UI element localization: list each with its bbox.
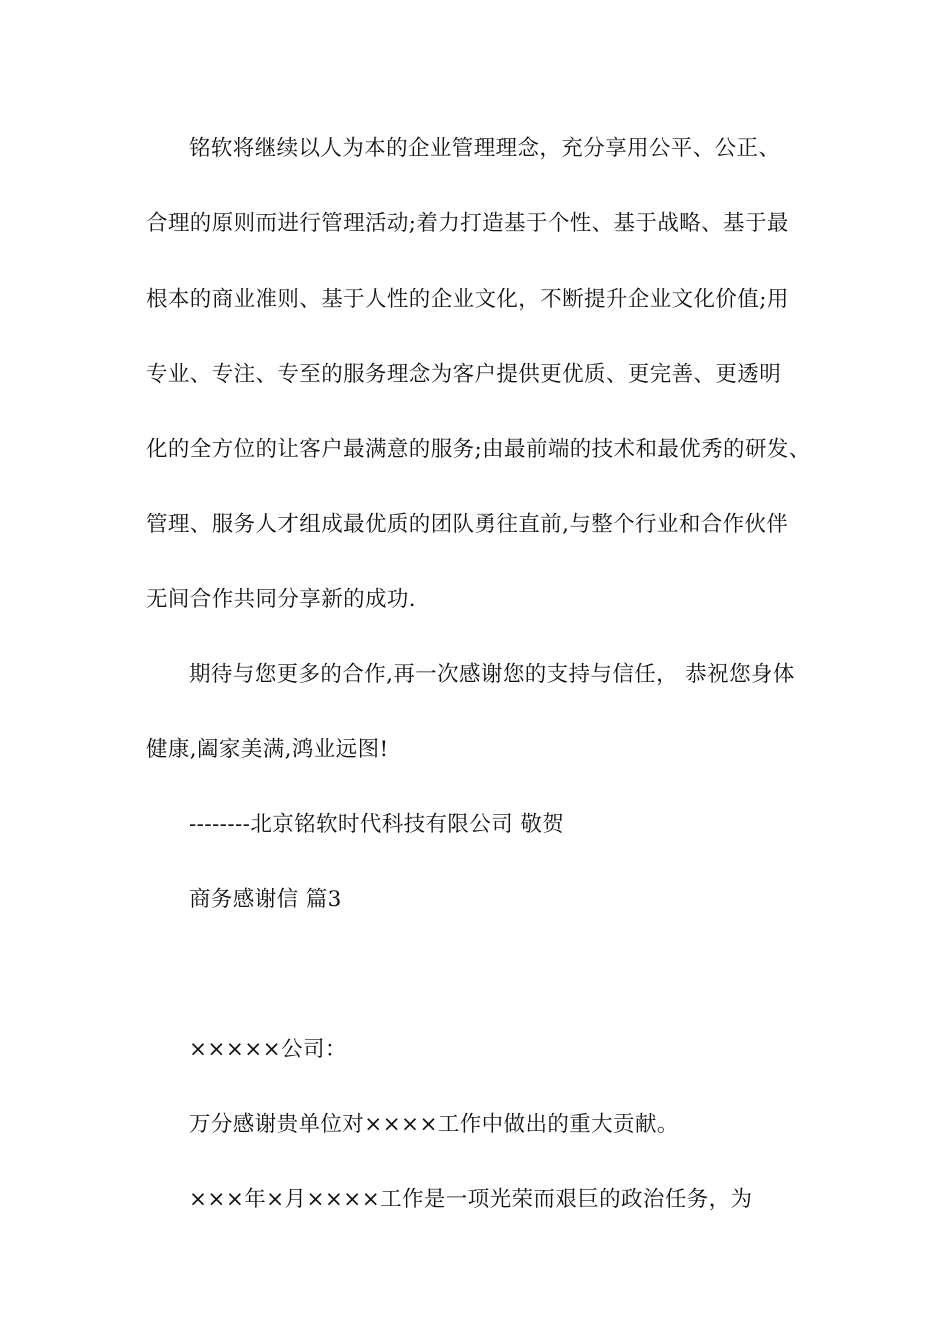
paragraph-1-line-2: 合理的原则而进行管理活动;着力打造基于个性、基于战略、基于最 bbox=[146, 211, 789, 236]
signature-line: --------北京铭软时代科技有限公司 敬贺 bbox=[189, 812, 565, 837]
paragraph-1-line-4: 专业、专注、专至的服务理念为客户提供更优质、更完善、更透明 bbox=[146, 362, 782, 387]
paragraph-1-line-7: 无间合作共同分享新的成功. bbox=[146, 587, 417, 612]
paragraph-1-line-5: 化的全方位的让客户最满意的服务;由最前端的技术和最优秀的研发、 bbox=[146, 437, 811, 462]
paragraph-1-line-3: 根本的商业准则、基于人性的企业文化，不断提升企业文化价值;用 bbox=[146, 287, 789, 312]
paragraph-2-line-2: 健康,阖家美满,鸿业远图! bbox=[146, 737, 389, 762]
salutation: ×××××公司： bbox=[189, 1037, 347, 1062]
paragraph-4: ×××年×月××××工作是一项光荣而艰巨的政治任务，为 bbox=[189, 1187, 753, 1212]
paragraph-3: 万分感谢贵单位对××××工作中做出的重大贡献。 bbox=[189, 1112, 679, 1137]
paragraph-1-line-1: 铭软将继续以人为本的企业管理理念，充分享用公平、公正、 bbox=[189, 136, 781, 161]
section-title: 商务感谢信 篇3 bbox=[189, 887, 342, 912]
paragraph-1-line-6: 管理、服务人才组成最优质的团队勇往直前,与整个行业和合作伙伴 bbox=[146, 512, 789, 537]
paragraph-2-line-1: 期待与您更多的合作,再一次感谢您的支持与信任， 恭祝您身体 bbox=[189, 662, 795, 687]
